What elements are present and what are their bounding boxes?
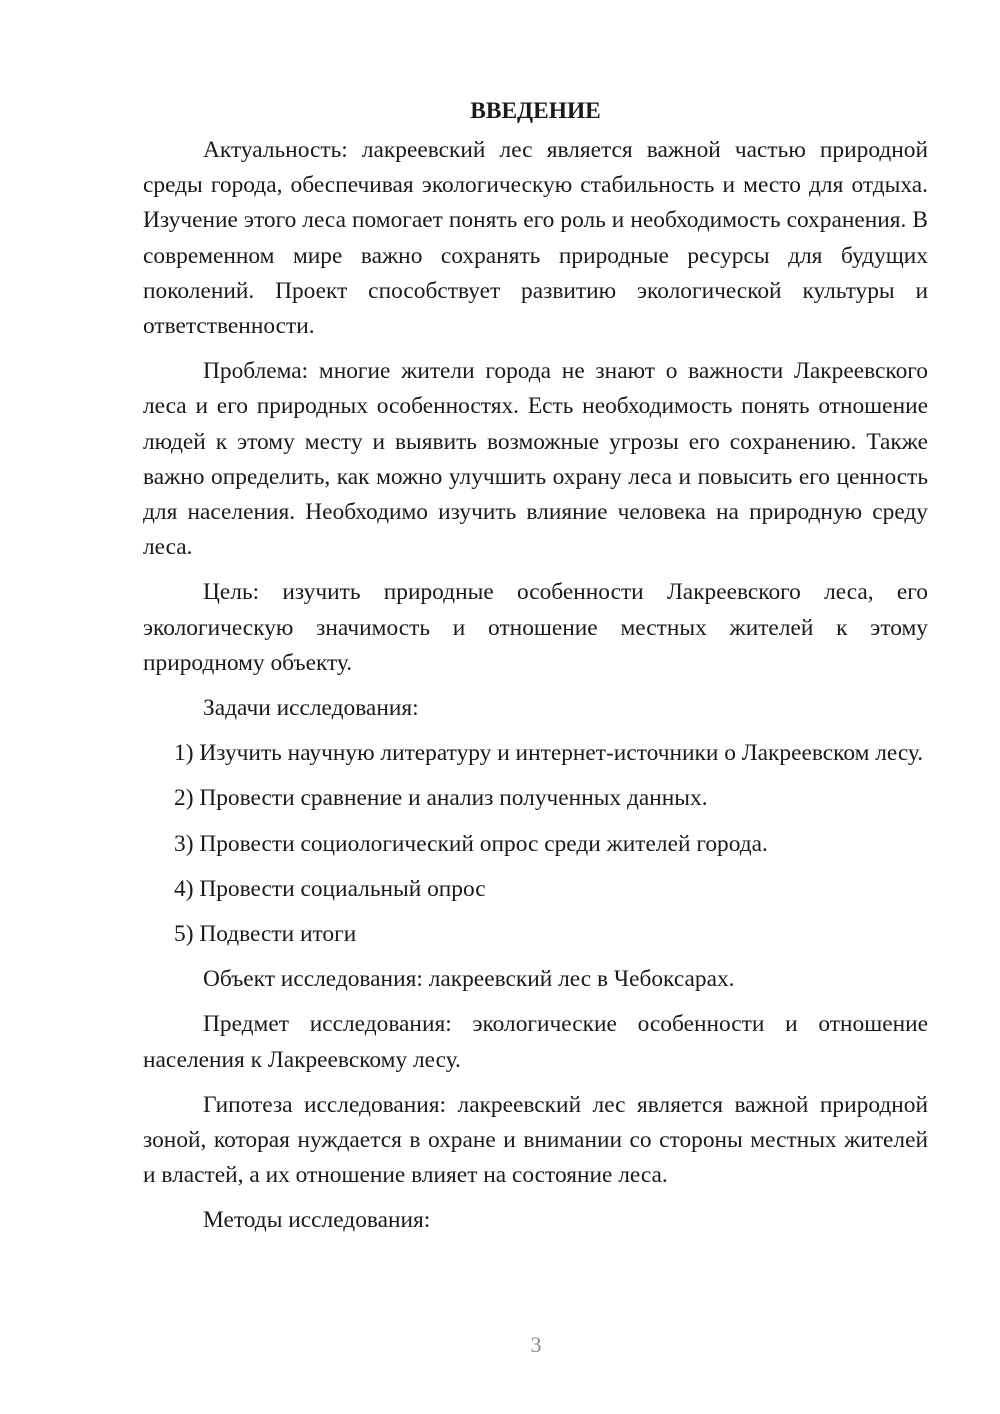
subject-paragraph: Предмет исследования: экологические особенности и отношение населения к Лакреевскому лесу. [143, 1011, 928, 1073]
hypothesis-paragraph: Гипотеза исследования: лакреевский лес является важной природной зоной, которая нуждается в охране и внимании со стороны местных жителей и властей, а их отношение влияет на состояние леса. [143, 1091, 928, 1189]
problem-paragraph: Проблема: многие жители города не знают о важности Лакреевского леса и его природных особенностях. Есть необходимость понять отношение людей к этому месту и выявить возможные угрозы его сохранению. Также важно определить, как можно улучшить охрану леса и повысить его ценность для населения. Необходимо изучить влияние человека на природную среду леса. [143, 358, 928, 561]
tasks-title: Задачи исследования: [203, 695, 419, 722]
section-heading: ВВЕДЕНИЕ [470, 98, 601, 124]
document-body [143, 94, 928, 1239]
object-paragraph: Объект исследования: лакреевский лес в Чебоксарах. [203, 966, 735, 993]
list-item: 5) Подвести итоги [174, 921, 357, 948]
methods-title: Методы исследования: [203, 1207, 431, 1234]
list-item: 3) Провести социологический опрос среди жителей города. [174, 830, 768, 857]
goal-paragraph: Цель: изучить природные особенности Лакреевского леса, его экологическую значимость и отношение местных жителей к этому природному объекту. [143, 579, 928, 676]
tasks-list [143, 736, 928, 952]
list-item: 1) Изучить научную литературу и интернет-источники о Лакреевском лесу. [174, 740, 924, 767]
list-item: 4) Провести социальный опрос [174, 875, 486, 902]
relevance-paragraph: Актуальность: лакреевский лес является важной частью природной среды города, обеспечивая экологическую стабильность и место для отдыха. Изучение этого леса помогает понять его роль и необходимость сохранения. В современном мире важно сохранять природные ресурсы для будущих поколений. Проект способствует развитию экологической культуры и ответственности. [143, 137, 928, 340]
page-number: 3 [530, 1332, 542, 1357]
list-item: 2) Провести сравнение и анализ полученных данных. [174, 785, 708, 812]
